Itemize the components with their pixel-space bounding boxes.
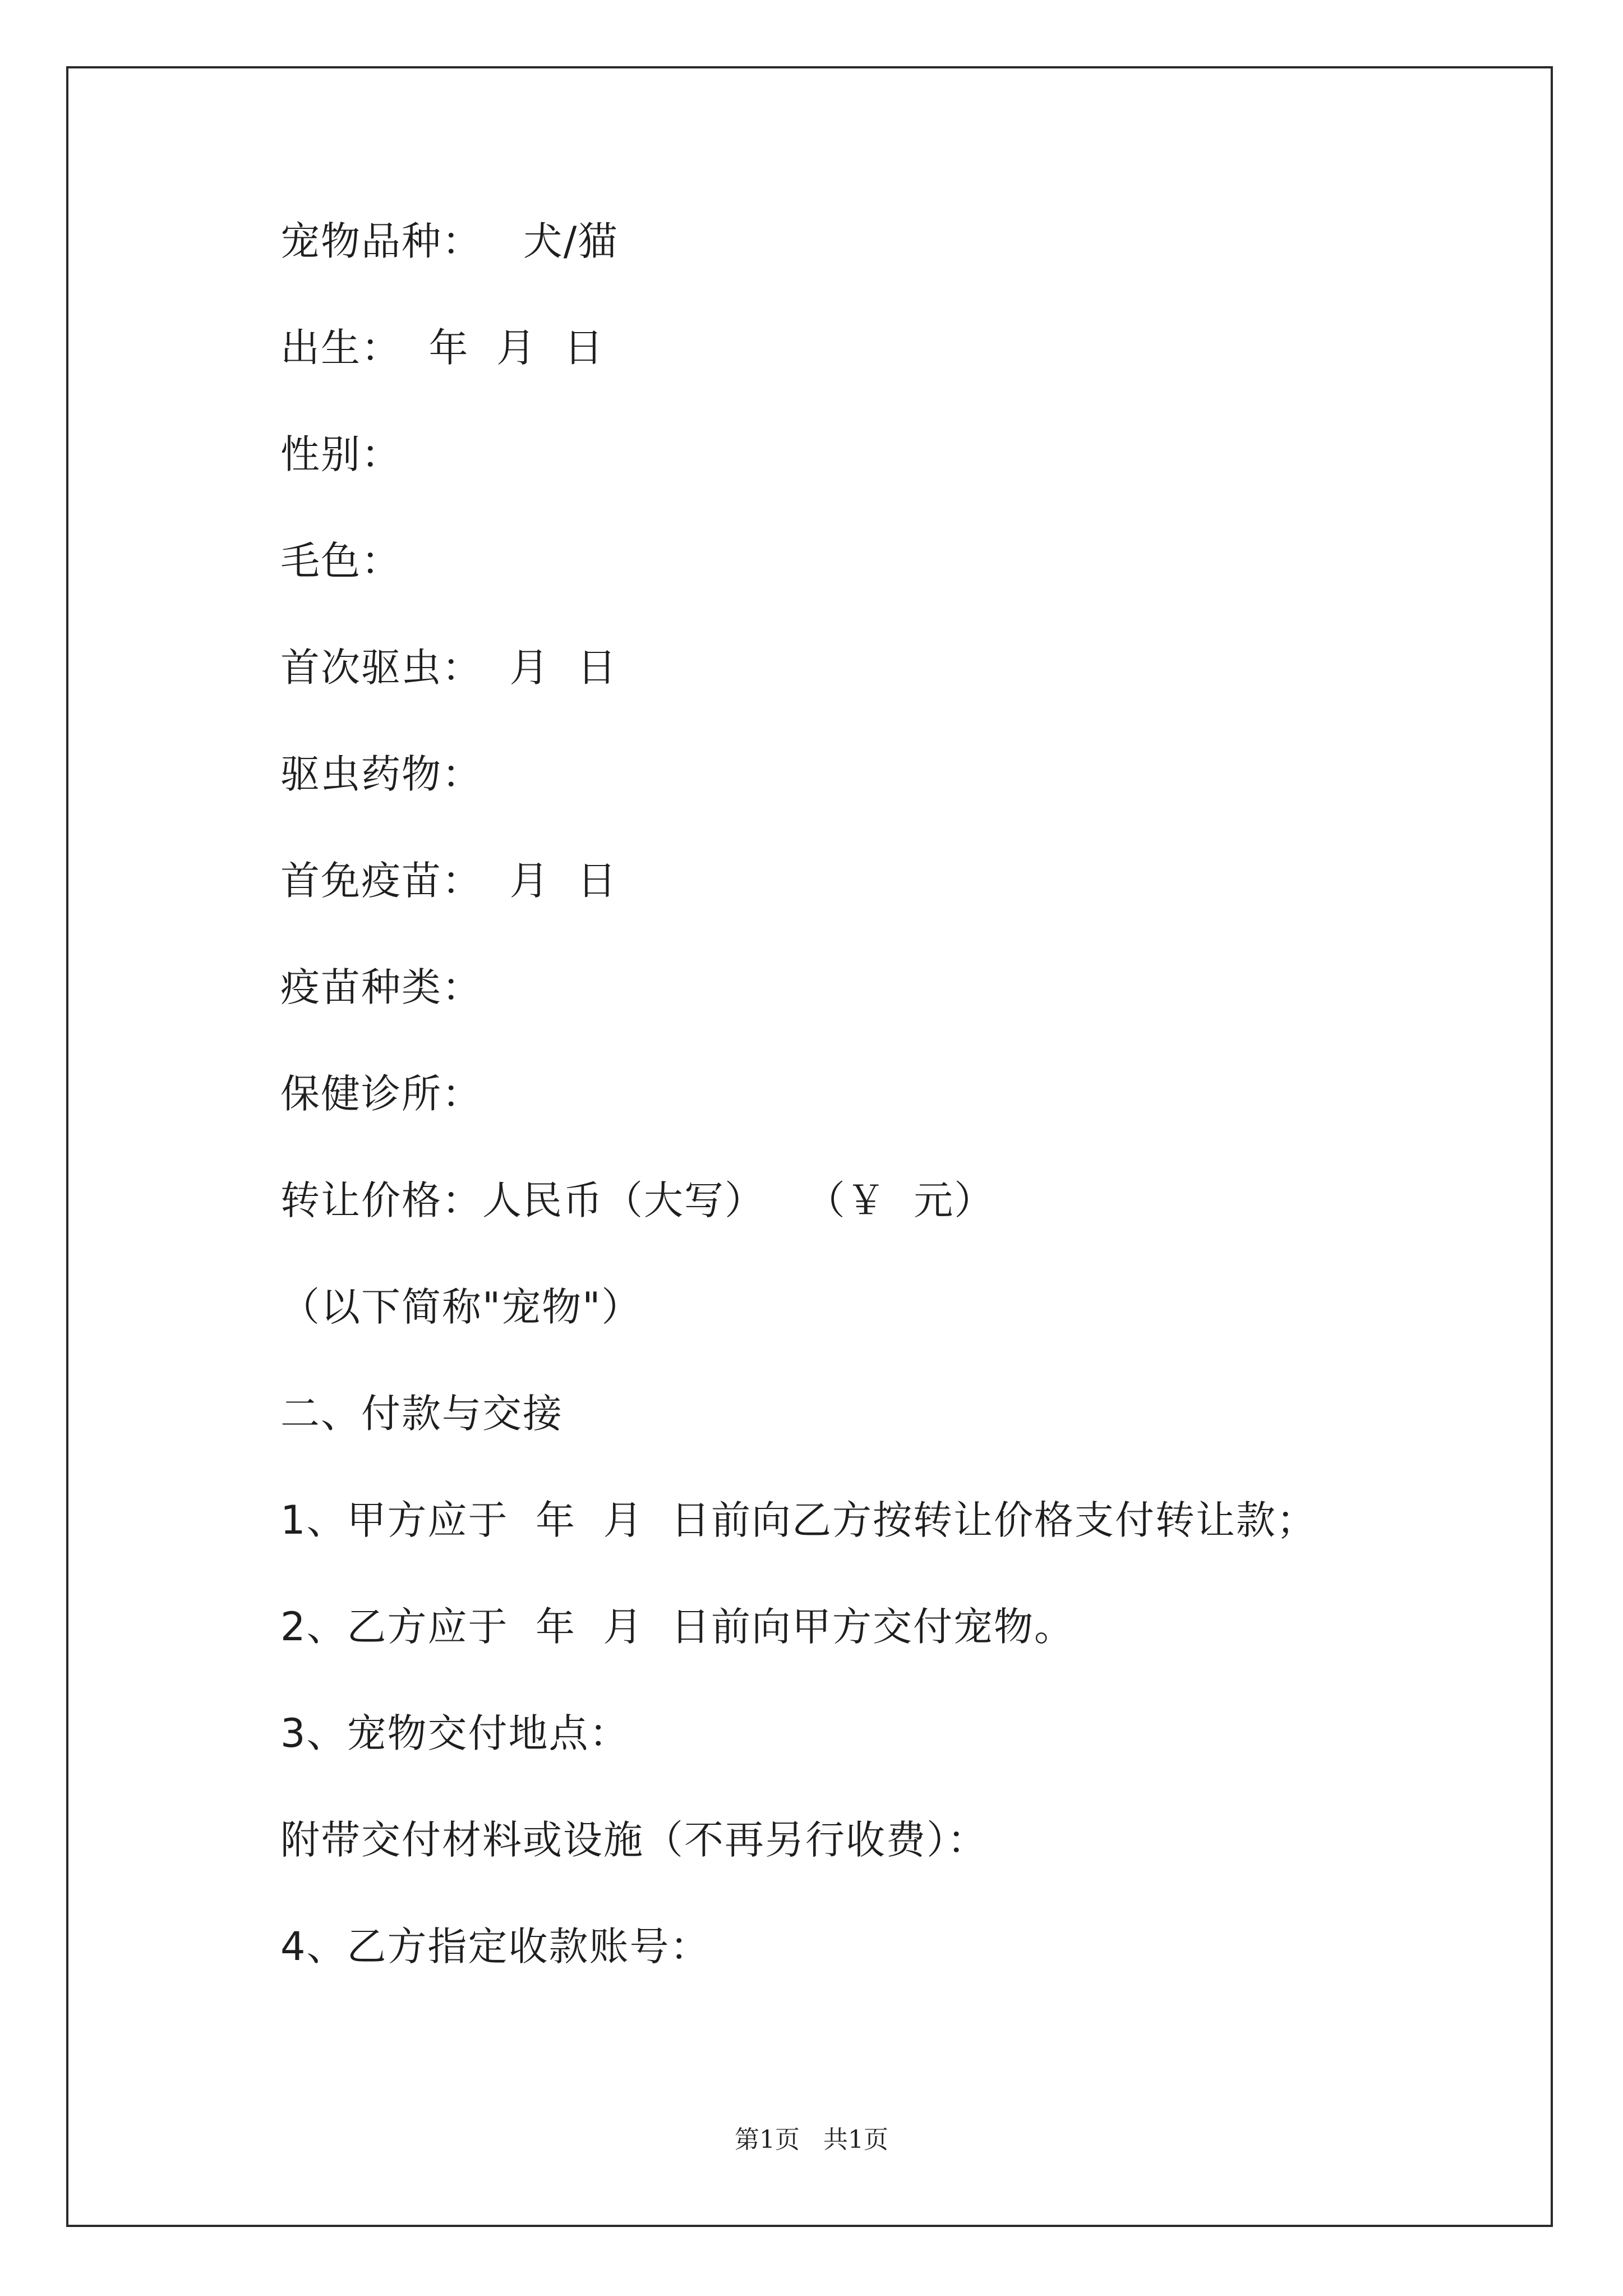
field-sex: 性别： — [280, 431, 402, 477]
field-vaccine-type: 疫苗种类： — [280, 964, 482, 1010]
page-footer: 第1页 共1页 — [735, 2125, 888, 2154]
field-first-vaccine: 首免疫苗： 月 日 — [280, 858, 618, 904]
clause-4: 4、乙方指定收款账号： — [280, 1924, 711, 1970]
clause-2: 2、乙方应于 年 月 日前向甲方交付宠物。 — [280, 1604, 1075, 1650]
page-border — [66, 66, 1553, 2227]
field-pet-breed: 宠物品种： 犬/猫 — [280, 218, 619, 264]
clause-1: 1、甲方应于 年 月 日前向乙方按转让价格支付转让款； — [280, 1497, 1317, 1543]
field-clinic: 保健诊所： — [280, 1071, 482, 1117]
field-coat-color: 毛色： — [280, 538, 402, 584]
field-first-deworming: 首次驱虫： 月 日 — [280, 645, 618, 691]
attached-materials: 附带交付材料或设施（不再另行收费）： — [280, 1817, 988, 1863]
clause-3: 3、宠物交付地点： — [280, 1710, 630, 1756]
section-heading-payment: 二、付款与交接 — [280, 1391, 563, 1437]
field-transfer-price: 转让价格：人民币（大写） （￥ 元） — [280, 1177, 995, 1223]
field-deworming-drug: 驱虫药物： — [280, 751, 482, 797]
field-birth-date: 出生： 年 月 日 — [280, 325, 605, 371]
pet-reference-note: （以下简称"宠物"） — [280, 1284, 642, 1330]
